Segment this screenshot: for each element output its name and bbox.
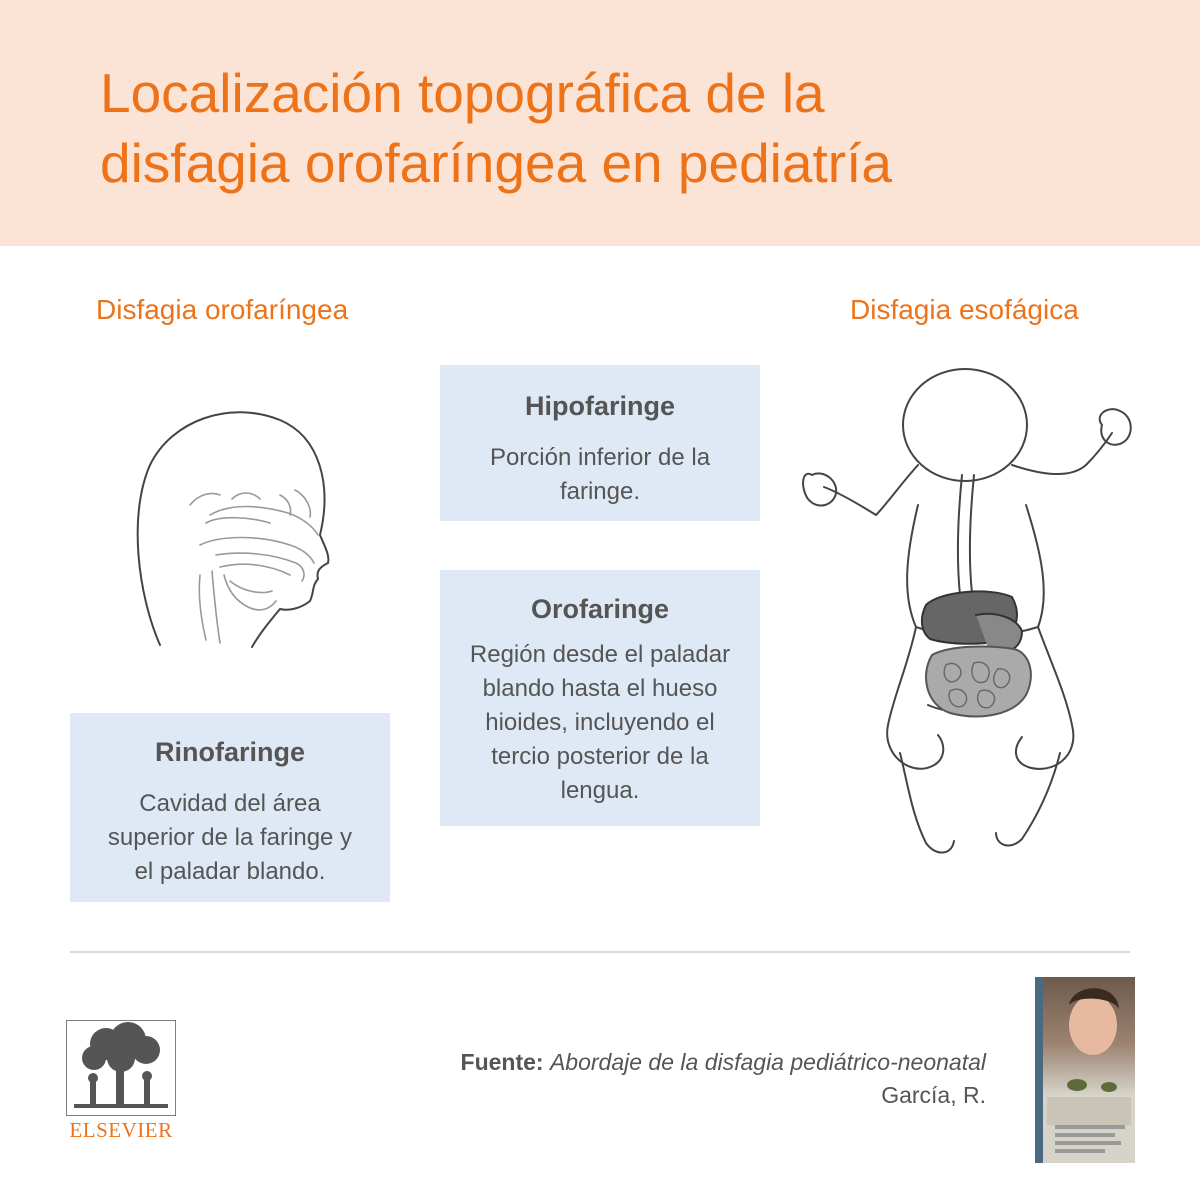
book-cover-image — [1033, 975, 1135, 1165]
elsevier-wordmark: ELSEVIER — [69, 1118, 173, 1142]
orofaringe-text-line: blando hasta el hueso — [482, 675, 718, 702]
hipofaringe-description — [462, 441, 738, 509]
baby-digestive-illustration — [790, 365, 1150, 865]
page-title — [100, 58, 1100, 198]
label-disfagia-esofagica: Disfagia esofágica — [850, 294, 1079, 325]
hipofaringe-text-line: faringe. — [559, 478, 641, 505]
orofaringe-text-line: tercio posterior de la — [491, 743, 709, 770]
source-author: García, R. — [881, 1082, 986, 1108]
orofaringe-box — [440, 570, 760, 826]
orofaringe-text-line: Región desde el paladar — [469, 641, 731, 668]
source-label: Fuente: — [460, 1049, 544, 1075]
rinofaringe-box — [70, 713, 390, 902]
rinofaringe-text-line: superior de la faringe y — [107, 824, 353, 851]
source-line — [461, 1046, 986, 1079]
head-sagittal-illustration — [120, 395, 340, 665]
source-citation — [461, 1046, 986, 1112]
rinofaringe-text-line: Cavidad del área — [139, 790, 321, 817]
label-disfagia-orofaringea: Disfagia orofaríngea — [96, 294, 349, 325]
rinofaringe-title: Rinofaringe — [154, 737, 305, 767]
orofaringe-description — [462, 638, 738, 808]
header-banner — [0, 0, 1200, 246]
rinofaringe-description — [92, 787, 368, 889]
orofaringe-title: Orofaringe — [530, 594, 670, 624]
hipofaringe-title: Hipofaringe — [524, 391, 675, 421]
rinofaringe-text-line: el paladar blando. — [134, 858, 326, 885]
elsevier-logo — [66, 1020, 176, 1145]
hipofaringe-box — [440, 365, 760, 521]
orofaringe-text-line: hioides, incluyendo el — [485, 709, 715, 736]
page-title-line1: Localización topográfica de la — [100, 62, 825, 124]
footer-divider — [70, 951, 1130, 953]
tree-icon — [66, 1020, 176, 1116]
source-book-title: Abordaje de la disfagia pediátrico-neonatal — [549, 1049, 986, 1075]
hipofaringe-text-line: Porción inferior de la — [489, 444, 711, 471]
orofaringe-text-line: lengua. — [560, 777, 640, 804]
page-title-line2: disfagia orofaríngea en pediatría — [100, 132, 892, 194]
